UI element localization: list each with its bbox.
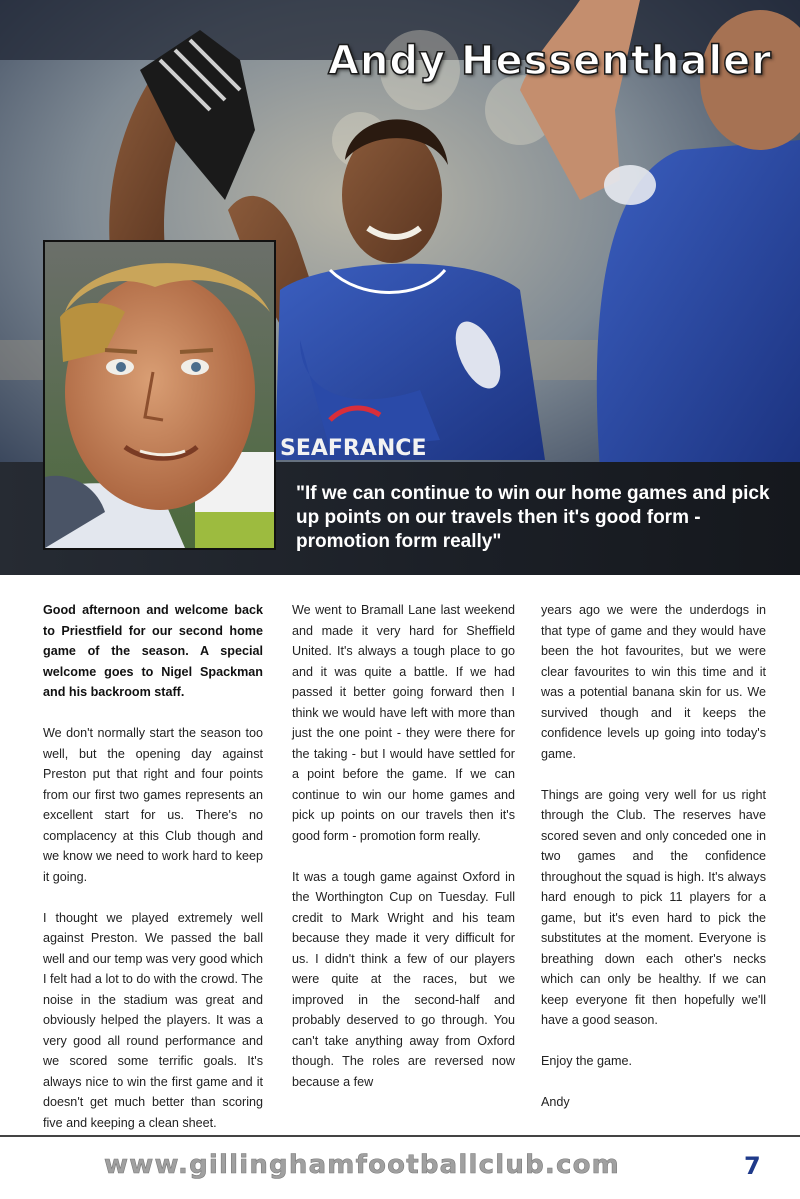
article-column-2 — [292, 600, 515, 1113]
sponsor-logo-text: SEAFRANCE — [280, 436, 427, 461]
signature: Andy — [541, 1095, 570, 1109]
manager-portrait — [43, 240, 276, 550]
paragraph: We went to Bramall Lane last weekend and made it very hard for Sheffield United. It's always a tough place to go and it was quite a battle. If we had passed it better going forward then I think we would have left with more than just the one point - they were there for the taking - but I would have settled for a point before the game. If we can continue to win our home games and pick up points on our travels then it's good form - promotion form really. — [292, 603, 515, 843]
paragraph: We don't normally start the season too well, but the opening day against Preston put that right and four points from our first two games represents an excellent start for us. There's no complacency at this Club though and we know we need to work hard to keep it going. — [43, 726, 263, 884]
paragraph: years ago we were the underdogs in that type of game and they would have been the hot favourites, but we were clear favourites to win this time and it was a potential banana skin for us. We survived though and it keeps the confidence levels up going into today's game. — [541, 603, 766, 761]
sign-off: Enjoy the game. — [541, 1054, 633, 1068]
intro-paragraph: Good afternoon and welcome back to Priestfield for our second home game of the season. A special welcome goes to Nigel Spackman and his backroom staff. — [43, 603, 263, 699]
paragraph: Things are going very well for us right through the Club. The reserves have scored seven and only conceded one in two games and the confidence throughout the squad is high. It's always hard enough to pick 11 players for a game, but it's even hard to pick the substitutes at the moment. Everyone is breathing down each other's necks which can only be healthy. If we can keep everyone fit then hopefully we'll have a good season. — [541, 787, 766, 1027]
portrait-photo — [45, 242, 274, 548]
paragraph: I thought we played extremely well against Preston. We passed the ball well and our temp was very good which I felt had a lot to do with the crowd. The noise in the stadium was great and obviously helped the players. It was a very good all round performance and we scored some terrific goals. It's always nice to win the first game and it doesn't get much better than scoring five and keeping a clean sheet. — [43, 910, 263, 1130]
club-website-url: www.gillinghamfootballclub.com — [104, 1150, 620, 1180]
article-column-1 — [43, 600, 263, 1154]
pull-quote: "If we can continue to win our home games and pick up points on our travels then it's good form - promotion form really" — [296, 483, 770, 552]
article-column-3 — [541, 600, 766, 1133]
footer-divider — [0, 1135, 800, 1137]
page-title: Andy Hessenthaler — [327, 38, 772, 84]
paragraph: It was a tough game against Oxford in the Worthington Cup on Tuesday. Full credit to Mark Wright and his team because they made it very difficult for us. I didn't think a few of our players were quite at the races, but we improved in the second-half and probably deserved to go through. You can't take anything away from Oxford though. The roles are reversed now because a few — [292, 869, 515, 1089]
page-number: 7 — [744, 1152, 761, 1180]
